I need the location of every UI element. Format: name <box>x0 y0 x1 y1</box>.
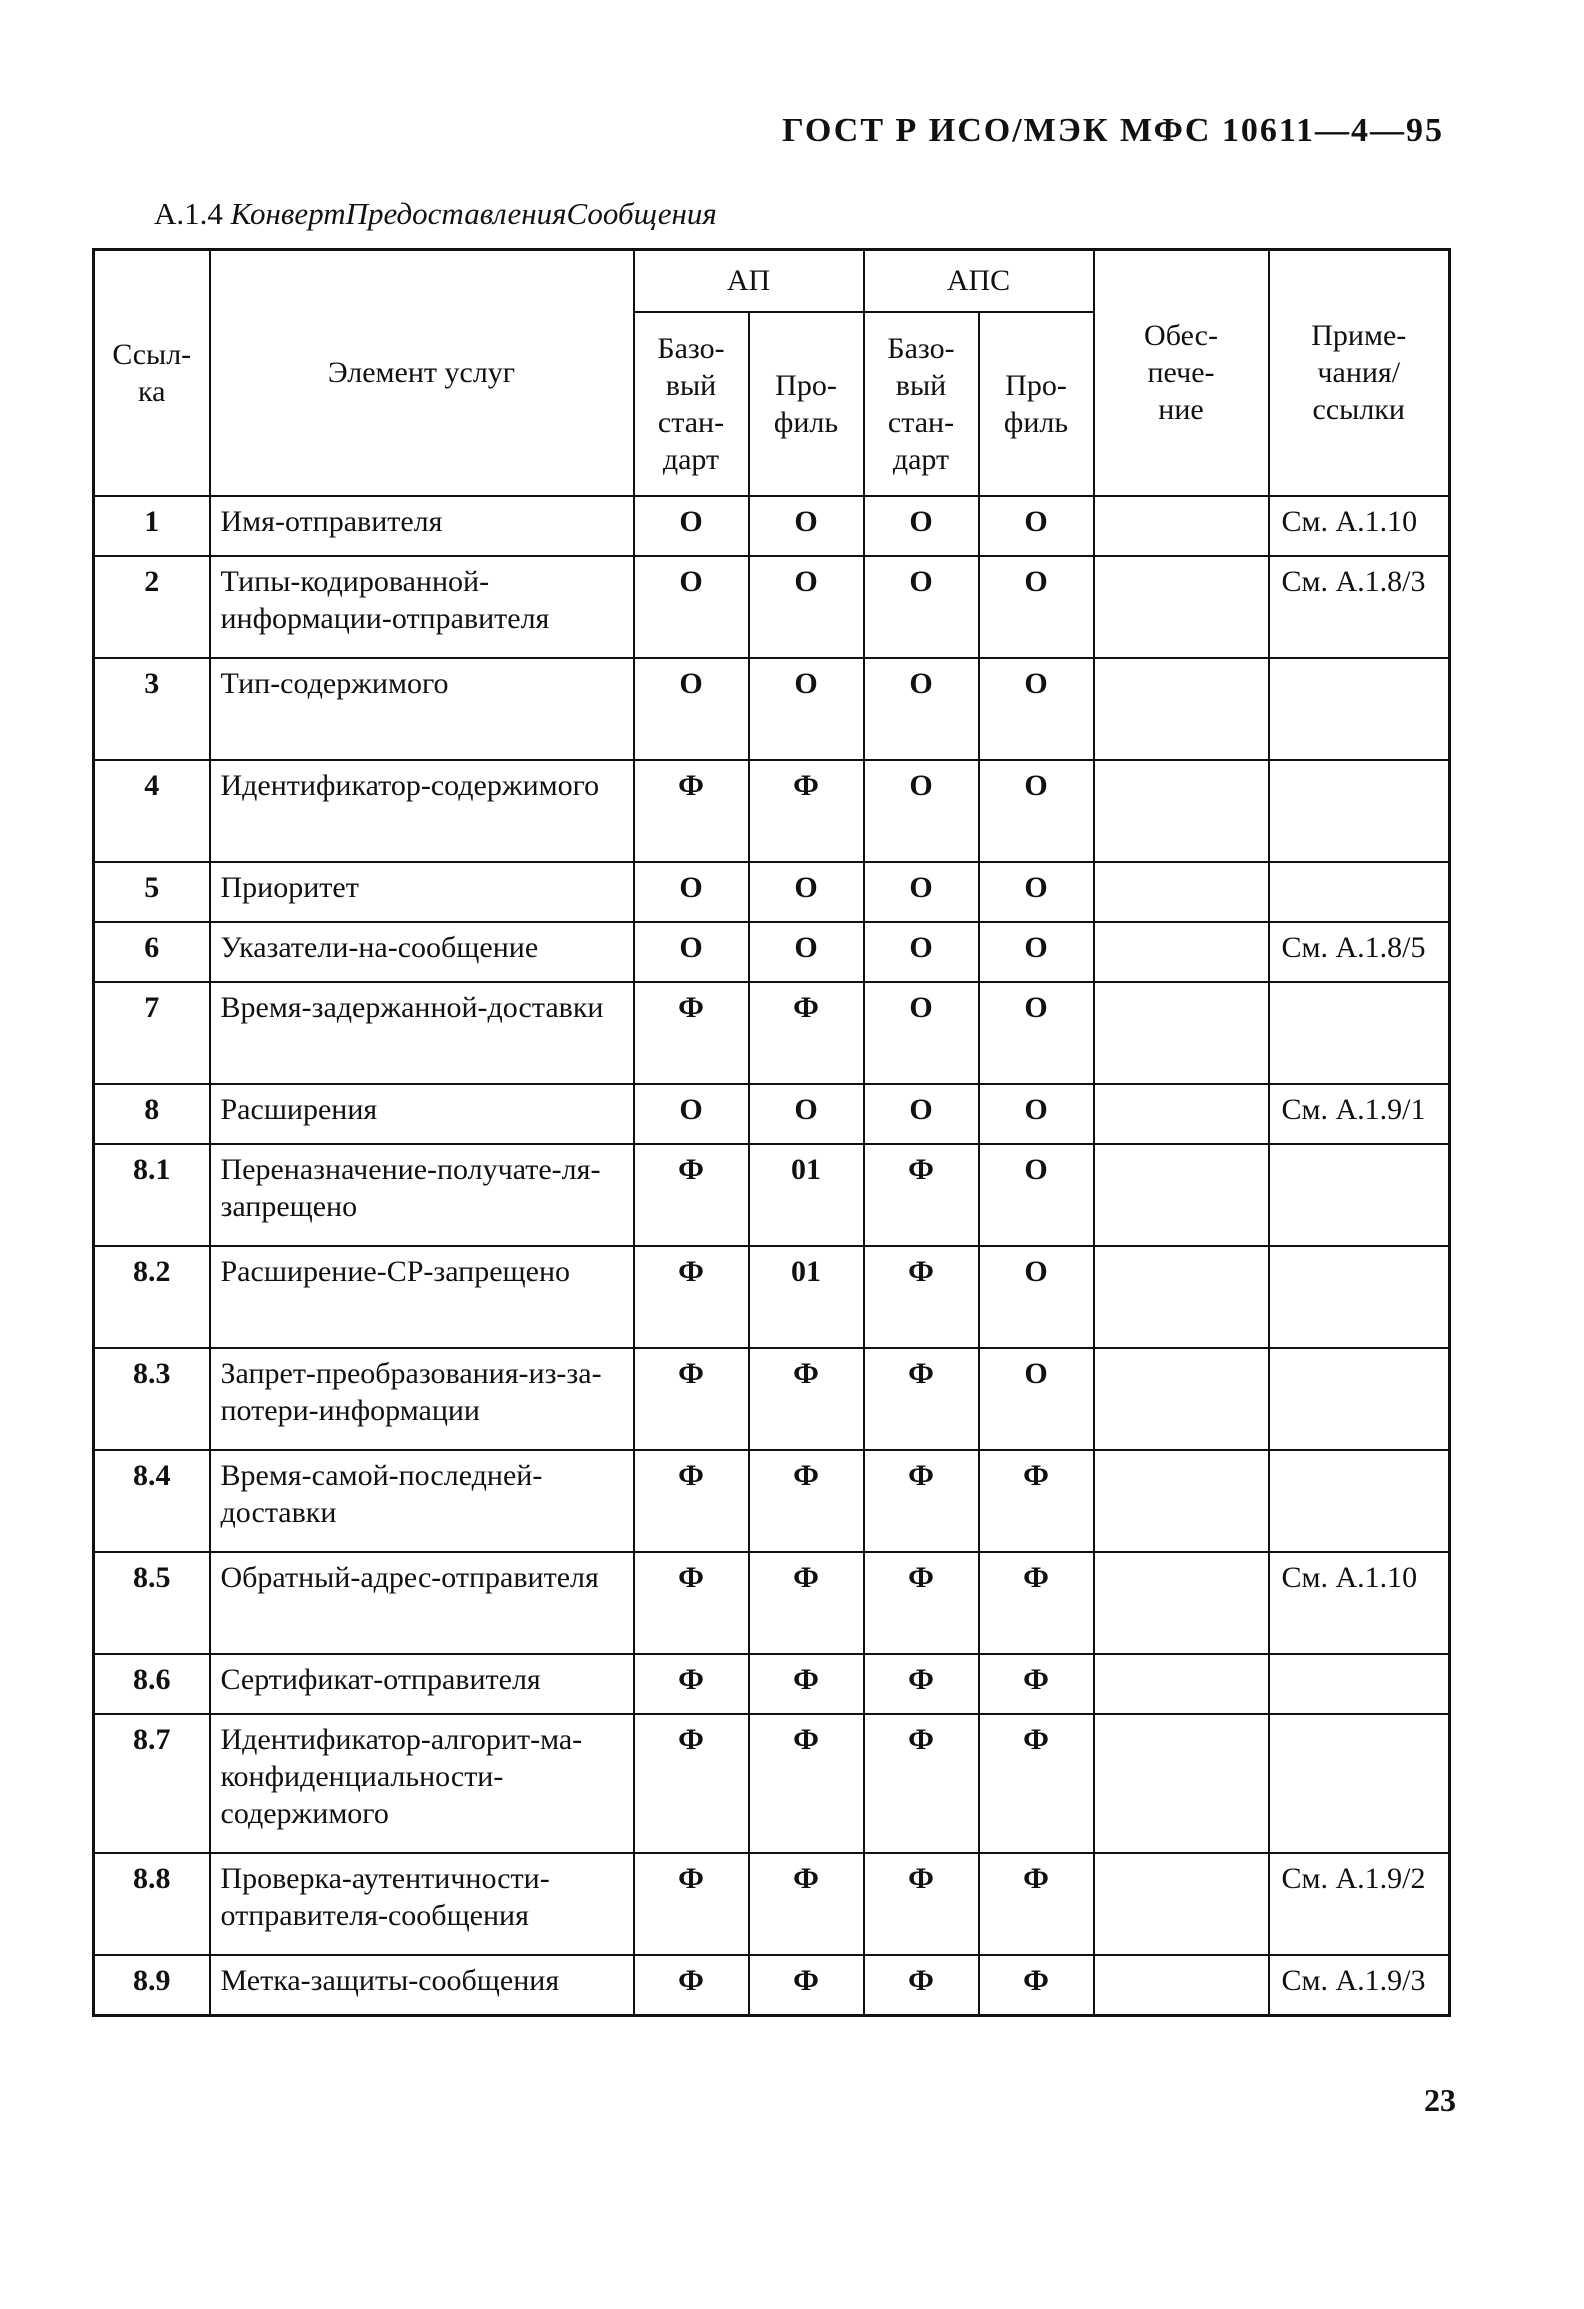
row-ref: 8.8 <box>94 1853 210 1955</box>
col-group-aps: АПС <box>864 250 1094 312</box>
row-ref: 8.7 <box>94 1714 210 1853</box>
row-ref: 6 <box>94 922 210 982</box>
row-ap-base: О <box>634 862 749 922</box>
table-row <box>94 982 1450 1084</box>
row-note <box>1269 1246 1450 1348</box>
col-header-notes: Приме- чания/ ссылки <box>1269 250 1450 496</box>
row-ref: 8 <box>94 1084 210 1144</box>
row-aps-profile: О <box>979 556 1094 658</box>
row-ap-profile: О <box>749 658 864 760</box>
row-support <box>1094 1144 1269 1246</box>
row-support <box>1094 1450 1269 1552</box>
col-header-aps-base: Базо- вый стан- дарт <box>864 312 979 496</box>
row-support <box>1094 1084 1269 1144</box>
row-ap-profile: О <box>749 1084 864 1144</box>
row-ap-profile: О <box>749 922 864 982</box>
table-row <box>94 1450 1450 1552</box>
row-ap-base: О <box>634 556 749 658</box>
row-ap-base: О <box>634 922 749 982</box>
row-ref: 8.3 <box>94 1348 210 1450</box>
col-header-ap-profile: Про- филь <box>749 312 864 496</box>
row-aps-profile: Ф <box>979 1955 1094 2016</box>
table-row <box>94 1246 1450 1348</box>
row-support <box>1094 982 1269 1084</box>
row-support <box>1094 1552 1269 1654</box>
row-element: Обратный-адрес-отправителя <box>210 1552 634 1654</box>
row-support <box>1094 1654 1269 1714</box>
row-aps-base: Ф <box>864 1654 979 1714</box>
row-ap-base: Ф <box>634 982 749 1084</box>
row-aps-base: Ф <box>864 1450 979 1552</box>
row-ap-base: Ф <box>634 1714 749 1853</box>
row-note <box>1269 658 1450 760</box>
row-aps-base: О <box>864 1084 979 1144</box>
row-ap-profile: О <box>749 862 864 922</box>
row-note <box>1269 1654 1450 1714</box>
col-header-element: Элемент услуг <box>210 250 634 496</box>
row-element: Расширения <box>210 1084 634 1144</box>
row-ap-base: О <box>634 1084 749 1144</box>
row-ap-profile: Ф <box>749 1853 864 1955</box>
row-aps-base: О <box>864 862 979 922</box>
row-note: См. А.1.10 <box>1269 496 1450 556</box>
row-ap-base: Ф <box>634 1853 749 1955</box>
row-ref: 8.1 <box>94 1144 210 1246</box>
row-support <box>1094 760 1269 862</box>
row-support <box>1094 496 1269 556</box>
row-aps-base: Ф <box>864 1348 979 1450</box>
col-header-ref: Ссыл- ка <box>94 250 210 496</box>
row-aps-base: О <box>864 556 979 658</box>
row-ap-profile: Ф <box>749 1552 864 1654</box>
row-note <box>1269 1450 1450 1552</box>
row-ap-base: Ф <box>634 1654 749 1714</box>
row-ap-base: Ф <box>634 1246 749 1348</box>
row-ap-profile: Ф <box>749 1654 864 1714</box>
row-note: См. А.1.10 <box>1269 1552 1450 1654</box>
row-element: Типы-кодированной-информации-отправителя <box>210 556 634 658</box>
row-ap-profile: О <box>749 496 864 556</box>
col-header-support: Обес- пече- ние <box>1094 250 1269 496</box>
table-row <box>94 862 1450 922</box>
row-aps-base: Ф <box>864 1144 979 1246</box>
row-ap-base: Ф <box>634 1450 749 1552</box>
row-aps-base: О <box>864 982 979 1084</box>
row-support <box>1094 658 1269 760</box>
row-aps-base: Ф <box>864 1552 979 1654</box>
row-element: Имя-отправителя <box>210 496 634 556</box>
row-note <box>1269 1144 1450 1246</box>
row-aps-profile: Ф <box>979 1552 1094 1654</box>
row-element: Расширение-СР-запрещено <box>210 1246 634 1348</box>
row-note <box>1269 1714 1450 1853</box>
row-element: Метка-защиты-сообщения <box>210 1955 634 2016</box>
row-ref: 8.5 <box>94 1552 210 1654</box>
row-ref: 8.2 <box>94 1246 210 1348</box>
row-ap-base: Ф <box>634 1144 749 1246</box>
row-ref: 8.4 <box>94 1450 210 1552</box>
row-support <box>1094 1246 1269 1348</box>
table-row <box>94 658 1450 760</box>
row-ap-base: Ф <box>634 1348 749 1450</box>
row-aps-base: Ф <box>864 1714 979 1853</box>
row-aps-profile: О <box>979 922 1094 982</box>
row-element: Сертификат-отправителя <box>210 1654 634 1714</box>
table-body <box>94 496 1450 2016</box>
row-ref: 8.9 <box>94 1955 210 2016</box>
row-ap-base: Ф <box>634 1552 749 1654</box>
row-ap-profile: Ф <box>749 1955 864 2016</box>
row-support <box>1094 1348 1269 1450</box>
row-aps-profile: О <box>979 1144 1094 1246</box>
col-header-aps-profile: Про- филь <box>979 312 1094 496</box>
section-number: А.1.4 <box>154 196 223 231</box>
table-row <box>94 1853 1450 1955</box>
row-element: Переназначение-получате-ля-запрещено <box>210 1144 634 1246</box>
row-element: Идентификатор-алгорит-ма-конфиденциальности-содержимого <box>210 1714 634 1853</box>
row-note <box>1269 982 1450 1084</box>
row-aps-base: О <box>864 496 979 556</box>
row-element: Время-задержанной-доставки <box>210 982 634 1084</box>
row-ap-profile: Ф <box>749 1714 864 1853</box>
table-row <box>94 556 1450 658</box>
page-number: 23 <box>1424 2082 1456 2118</box>
row-ref: 3 <box>94 658 210 760</box>
row-ref: 2 <box>94 556 210 658</box>
row-note <box>1269 1348 1450 1450</box>
table-row <box>94 760 1450 862</box>
row-element: Запрет-преобразования-из-за-потери-информации <box>210 1348 634 1450</box>
row-aps-base: О <box>864 922 979 982</box>
table-row <box>94 1955 1450 2016</box>
row-element: Указатели-на-сообщение <box>210 922 634 982</box>
row-support <box>1094 1714 1269 1853</box>
row-note <box>1269 760 1450 862</box>
row-aps-base: Ф <box>864 1853 979 1955</box>
table-row <box>94 922 1450 982</box>
row-element: Проверка-аутентичности-отправителя-сообщения <box>210 1853 634 1955</box>
row-aps-base: О <box>864 760 979 862</box>
section-name: КонвертПредоставленияСообщения <box>230 196 717 231</box>
row-ap-profile: 01 <box>749 1144 864 1246</box>
row-aps-profile: О <box>979 760 1094 862</box>
row-note: См. А.1.8/5 <box>1269 922 1450 982</box>
row-ref: 1 <box>94 496 210 556</box>
table-row <box>94 1654 1450 1714</box>
row-aps-profile: О <box>979 496 1094 556</box>
row-aps-profile: О <box>979 1084 1094 1144</box>
section-title <box>154 196 717 232</box>
row-note: См. А.1.8/3 <box>1269 556 1450 658</box>
row-aps-profile: О <box>979 1246 1094 1348</box>
row-aps-profile: О <box>979 658 1094 760</box>
row-aps-profile: О <box>979 862 1094 922</box>
row-support <box>1094 556 1269 658</box>
row-ap-base: Ф <box>634 1955 749 2016</box>
row-support <box>1094 1955 1269 2016</box>
row-ap-base: О <box>634 496 749 556</box>
row-aps-profile: Ф <box>979 1450 1094 1552</box>
row-aps-profile: О <box>979 982 1094 1084</box>
document-header: ГОСТ Р ИСО/МЭК МФС 10611—4—95 <box>782 112 1444 149</box>
row-ap-profile: Ф <box>749 1348 864 1450</box>
row-ap-base: О <box>634 658 749 760</box>
row-note: См. А.1.9/3 <box>1269 1955 1450 2016</box>
table-row <box>94 1714 1450 1853</box>
row-element: Время-самой-последней-доставки <box>210 1450 634 1552</box>
row-note: См. А.1.9/1 <box>1269 1084 1450 1144</box>
row-aps-base: Ф <box>864 1246 979 1348</box>
table-row <box>94 1348 1450 1450</box>
row-aps-profile: Ф <box>979 1853 1094 1955</box>
service-elements-table <box>92 248 1451 2017</box>
table-row <box>94 1144 1450 1246</box>
row-ap-profile: Ф <box>749 760 864 862</box>
row-element: Тип-содержимого <box>210 658 634 760</box>
row-aps-base: Ф <box>864 1955 979 2016</box>
row-ap-profile: Ф <box>749 1450 864 1552</box>
row-support <box>1094 862 1269 922</box>
row-aps-base: О <box>864 658 979 760</box>
table-row <box>94 1552 1450 1654</box>
row-note: См. А.1.9/2 <box>1269 1853 1450 1955</box>
row-ref: 8.6 <box>94 1654 210 1714</box>
row-note <box>1269 862 1450 922</box>
row-ap-profile: Ф <box>749 982 864 1084</box>
row-ref: 7 <box>94 982 210 1084</box>
row-ap-base: Ф <box>634 760 749 862</box>
row-ref: 4 <box>94 760 210 862</box>
row-ap-profile: О <box>749 556 864 658</box>
row-support <box>1094 922 1269 982</box>
row-element: Идентификатор-содержимого <box>210 760 634 862</box>
row-aps-profile: Ф <box>979 1654 1094 1714</box>
col-group-ap: АП <box>634 250 864 312</box>
row-support <box>1094 1853 1269 1955</box>
row-ref: 5 <box>94 862 210 922</box>
col-header-ap-base: Базо- вый стан- дарт <box>634 312 749 496</box>
table-row <box>94 1084 1450 1144</box>
row-element: Приоритет <box>210 862 634 922</box>
table-row <box>94 496 1450 556</box>
row-aps-profile: Ф <box>979 1714 1094 1853</box>
row-ap-profile: 01 <box>749 1246 864 1348</box>
row-aps-profile: О <box>979 1348 1094 1450</box>
